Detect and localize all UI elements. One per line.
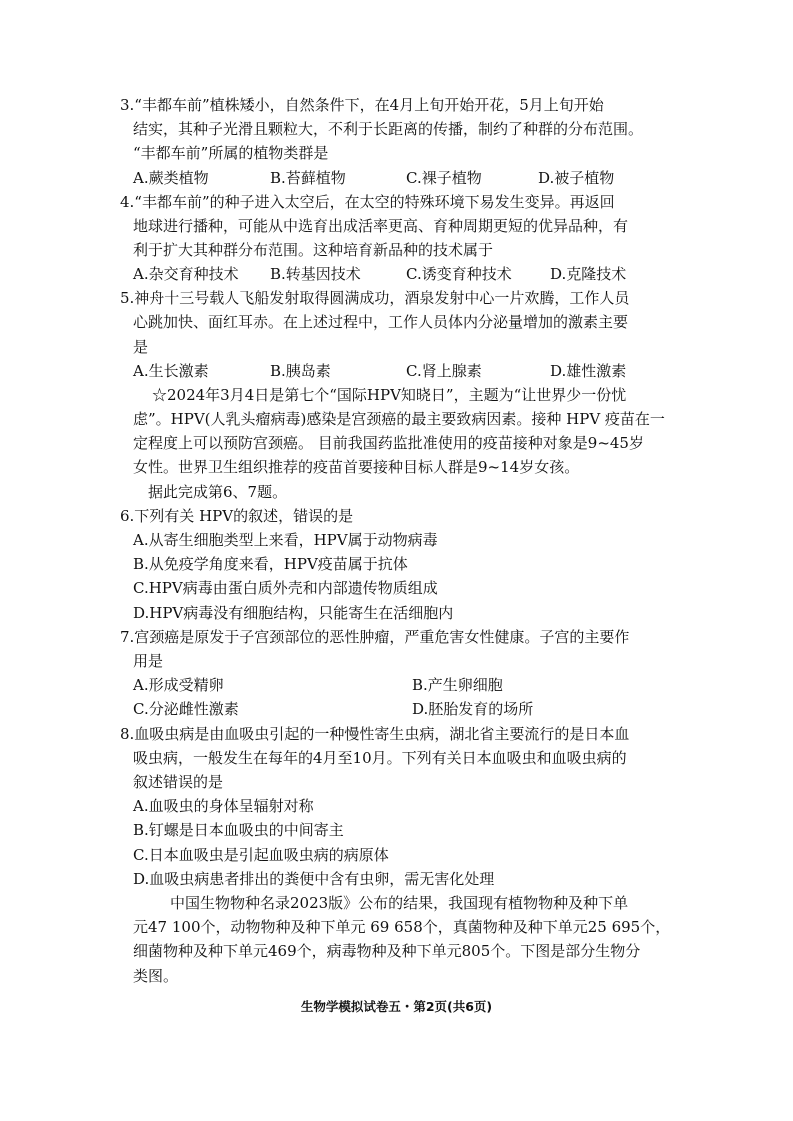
- q6-option-a: A.从寄生细胞类型上来看，HPV属于动物病毒: [133, 531, 438, 549]
- q6-stem: 6.下列有关 HPV的叙述，错误的是: [120, 507, 354, 525]
- q3-line-1: 3.“丰都车前”植株矮小，自然条件下，在4月上旬开始开花，5月上旬开始: [120, 96, 604, 114]
- q5-option-b: B.胰岛素: [270, 362, 331, 380]
- q4-option-b: B.转基因技术: [270, 265, 361, 283]
- q4-line-1: 4.“丰都车前”的种子进入太空后，在太空的特殊环境下易发生变异。再返回: [120, 193, 615, 211]
- passage1-line-2: 虑”。HPV(人乳头瘤病毒)感染是宫颈癌的最主要致病因素。接种 HPV 疫苗在一: [133, 410, 665, 428]
- passage2-line-1: 中国生物物种名录2023版》公布的结果，我国现有植物物种及种下单: [170, 894, 629, 912]
- q3-option-a: A.蕨类植物: [133, 169, 209, 187]
- passage2-line-3: 细菌物种及种下单元469个，病毒物种及种下单元805个。下图是部分生物分: [133, 942, 641, 960]
- q8-option-b: B.钉螺是日本血吸虫的中间寄主: [133, 821, 344, 839]
- q7-line-2: 用是: [133, 652, 164, 670]
- q4-option-a: A.杂交育种技术: [133, 265, 239, 283]
- q7-option-d: D.胚胎发育的场所: [412, 700, 534, 718]
- q7-option-b: B.产生卵细胞: [412, 676, 503, 694]
- q8-option-d: D.血吸虫病患者排出的粪便中含有虫卵，需无害化处理: [133, 870, 495, 888]
- q8-option-a: A.血吸虫的身体呈辐射对称: [133, 797, 314, 815]
- q3-line-3: “丰都车前”所属的植物类群是: [133, 144, 329, 162]
- q8-line-2: 吸虫病，一般发生在每年的4月至10月。下列有关日本血吸虫和血吸虫病的: [133, 749, 627, 767]
- q4-line-2: 地球进行播种，可能从中选育出成活率更高、育种周期更短的优异品种，有: [133, 217, 629, 235]
- q7-line-1: 7.宫颈癌是原发于子宫颈部位的恶性肿瘤，严重危害女性健康。子宫的主要作: [120, 628, 630, 646]
- q5-line-1: 5.神舟十三号载人飞船发射取得圆满成功，酒泉发射中心一片欢腾，工作人员: [120, 289, 630, 307]
- q8-line-3: 叙述错误的是: [133, 773, 224, 791]
- q5-option-c: C.肾上腺素: [406, 362, 482, 380]
- q3-option-c: C.裸子植物: [406, 169, 482, 187]
- q8-line-1: 8.血吸虫病是由血吸虫引起的一种慢性寄生虫病，湖北省主要流行的是日本血: [120, 725, 630, 743]
- q7-option-a: A.形成受精卵: [133, 676, 224, 694]
- q6-option-c: C.HPV病毒由蛋白质外壳和内部遗传物质组成: [133, 579, 438, 597]
- q5-option-d: D.雄性激素: [550, 362, 627, 380]
- q3-option-d: D.被子植物: [538, 169, 615, 187]
- q4-line-3: 利于扩大其种群分布范围。这种培育新品种的技术属于: [133, 241, 494, 259]
- q4-option-c: C.诱变育种技术: [406, 265, 512, 283]
- q5-line-3: 是: [133, 338, 149, 356]
- q6-option-b: B.从免疫学角度来看，HPV疫苗属于抗体: [133, 555, 408, 573]
- passage1-line-3: 定程度上可以预防宫颈癌。 目前我国药监批准使用的疫苗接种对象是9~45岁: [133, 434, 644, 452]
- passage2-line-4: 类图。: [133, 967, 179, 985]
- q6-option-d: D.HPV病毒没有细胞结构，只能寄生在活细胞内: [133, 604, 454, 622]
- page-footer: 生物学模拟试卷五・第2页(共6页): [300, 999, 493, 1014]
- passage1-line-4: 女性。世界卫生组织推荐的疫苗首要接种目标人群是9~14岁女孩。: [133, 458, 580, 476]
- passage1-line-1: ☆2024年3月4日是第七个“国际HPV知晓日”，主题为“让世界少一份忧: [152, 386, 627, 404]
- q4-option-d: D.克隆技术: [550, 265, 627, 283]
- q3-line-2: 结实，其种子光滑且颗粒大，不利于长距离的传播，制约了种群的分布范围。: [133, 120, 644, 138]
- q7-option-c: C.分泌雌性激素: [133, 700, 239, 718]
- q8-option-c: C.日本血吸虫是引起血吸虫病的病原体: [133, 846, 389, 864]
- passage2-line-2: 元47 100个，动物物种及种下单元 69 658个，真菌物种及种下单元25 695个，: [133, 918, 671, 936]
- passage1-line-5: 据此完成第6、7题。: [148, 483, 288, 501]
- q5-line-2: 心跳加快、面红耳赤。在上述过程中，工作人员体内分泌量增加的激素主要: [133, 313, 629, 331]
- q5-option-a: A.生长激素: [133, 362, 209, 380]
- q3-option-b: B.苔藓植物: [270, 169, 346, 187]
